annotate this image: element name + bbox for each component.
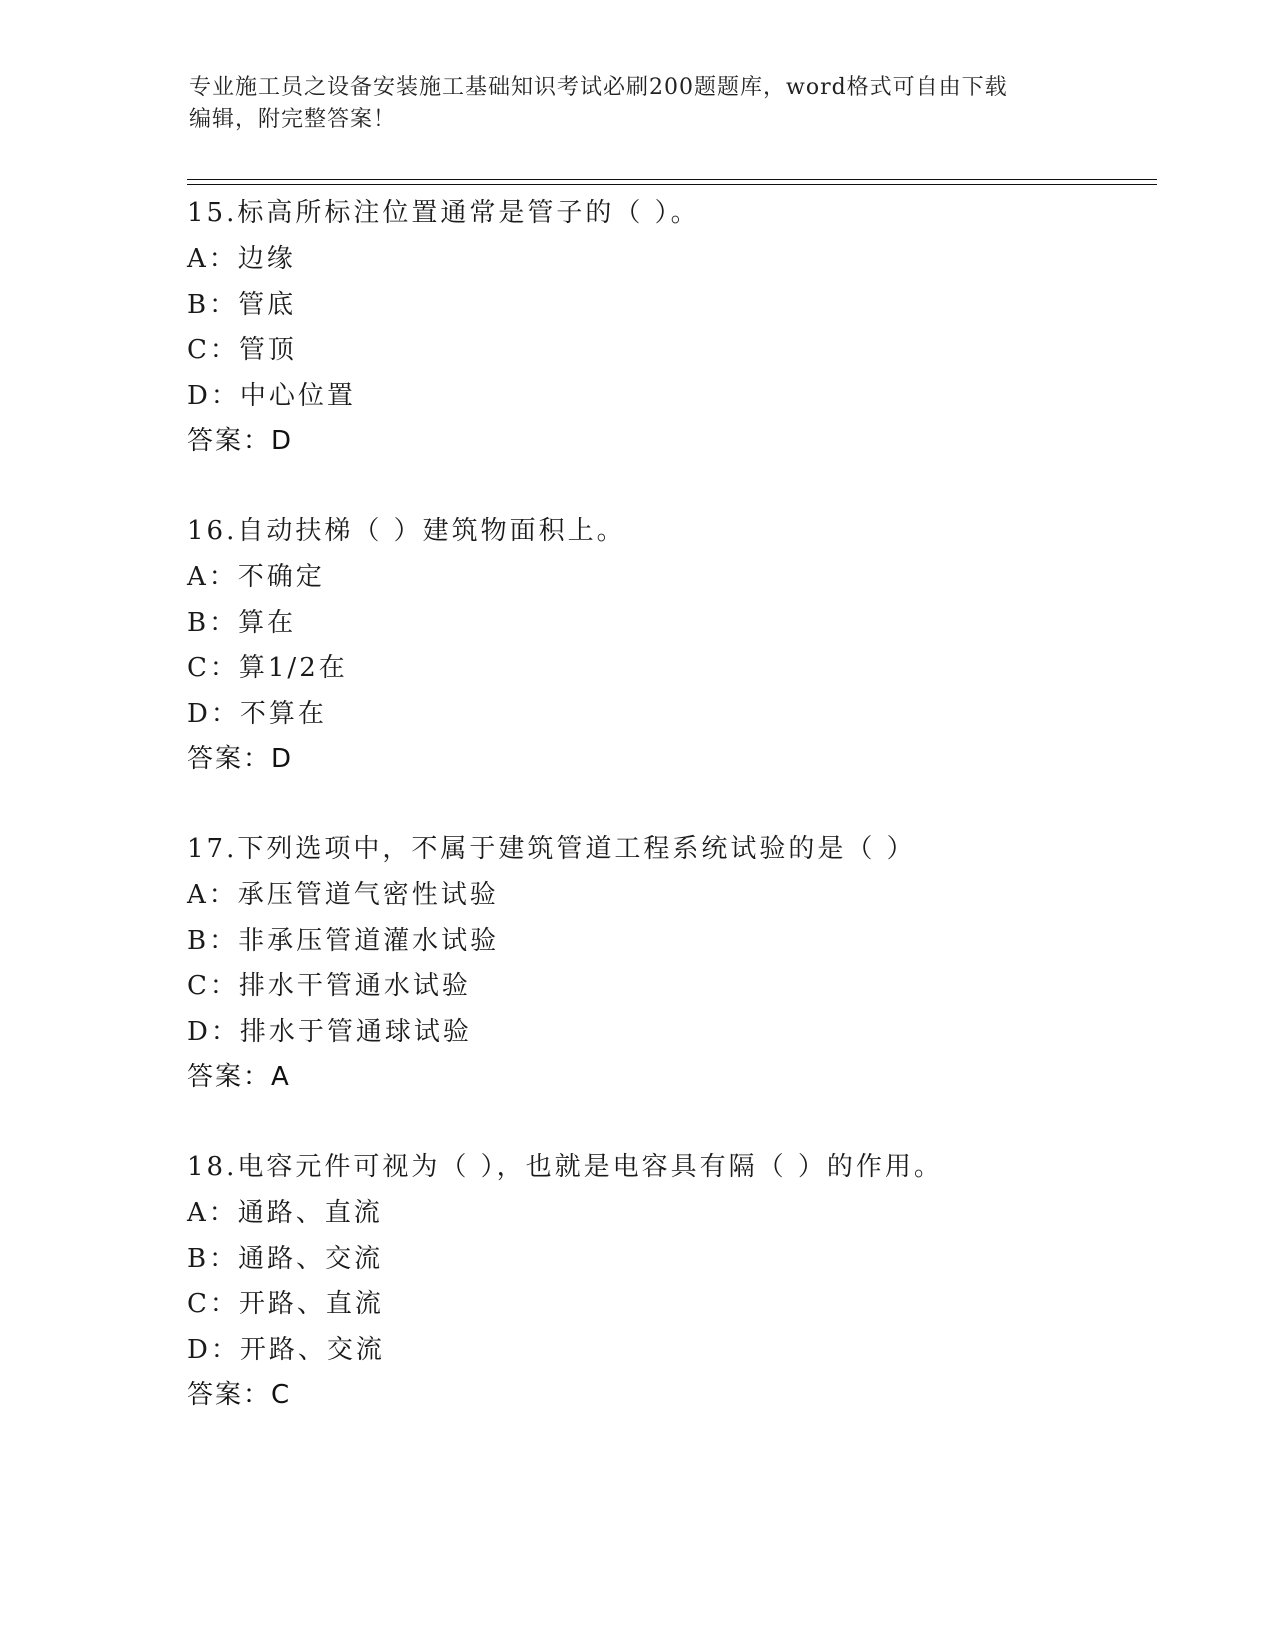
header-line-1: 专业施工员之设备安装施工基础知识考试必刷200题题库，word格式可自由下载 (189, 75, 1008, 100)
option-b: B：通路、交流 (187, 1243, 384, 1274)
question-16 (187, 508, 1147, 782)
option-c: C：算1/2在 (187, 653, 348, 683)
option-b: B：管底 (187, 289, 297, 320)
answer: 答案：C (187, 1380, 292, 1410)
header-line-2: 编辑，附完整答案！ (189, 107, 397, 132)
question-gap (187, 782, 1147, 826)
answer: 答案：D (187, 426, 294, 456)
question-gap (187, 1100, 1147, 1144)
question-title: 15.标高所标注位置通常是管子的（ ）。 (187, 198, 700, 228)
question-gap (187, 464, 1147, 508)
header-divider-top (187, 179, 1157, 180)
option-a: A：通路、直流 (187, 1198, 383, 1228)
option-a: A：承压管道气密性试验 (187, 880, 499, 910)
option-c: C：排水干管通水试验 (187, 971, 471, 1001)
question-17 (187, 826, 1147, 1100)
option-b: B：非承压管道灌水试验 (187, 925, 500, 956)
option-c: C：开路、直流 (187, 1289, 384, 1319)
question-list (187, 190, 1147, 1418)
option-a: A：不确定 (187, 562, 325, 592)
option-d: D：不算在 (187, 698, 327, 729)
option-a: A：边缘 (187, 244, 296, 274)
document-header (189, 72, 1069, 136)
option-b: B：算在 (187, 607, 297, 638)
answer: 答案：A (187, 1062, 291, 1092)
option-d: D：开路、交流 (187, 1334, 385, 1365)
question-15 (187, 190, 1147, 464)
option-c: C：管顶 (187, 335, 297, 365)
header-divider-bottom (187, 184, 1157, 185)
answer: 答案：D (187, 744, 294, 774)
question-title: 17.下列选项中，不属于建筑管道工程系统试验的是（ ） (187, 834, 916, 864)
question-title: 16.自动扶梯（ ）建筑物面积上。 (187, 516, 626, 546)
option-d: D：排水于管通球试验 (187, 1016, 472, 1047)
option-d: D：中心位置 (187, 380, 356, 411)
question-title: 18.电容元件可视为（ ），也就是电容具有隔（ ）的作用。 (187, 1152, 943, 1182)
question-18 (187, 1144, 1147, 1418)
